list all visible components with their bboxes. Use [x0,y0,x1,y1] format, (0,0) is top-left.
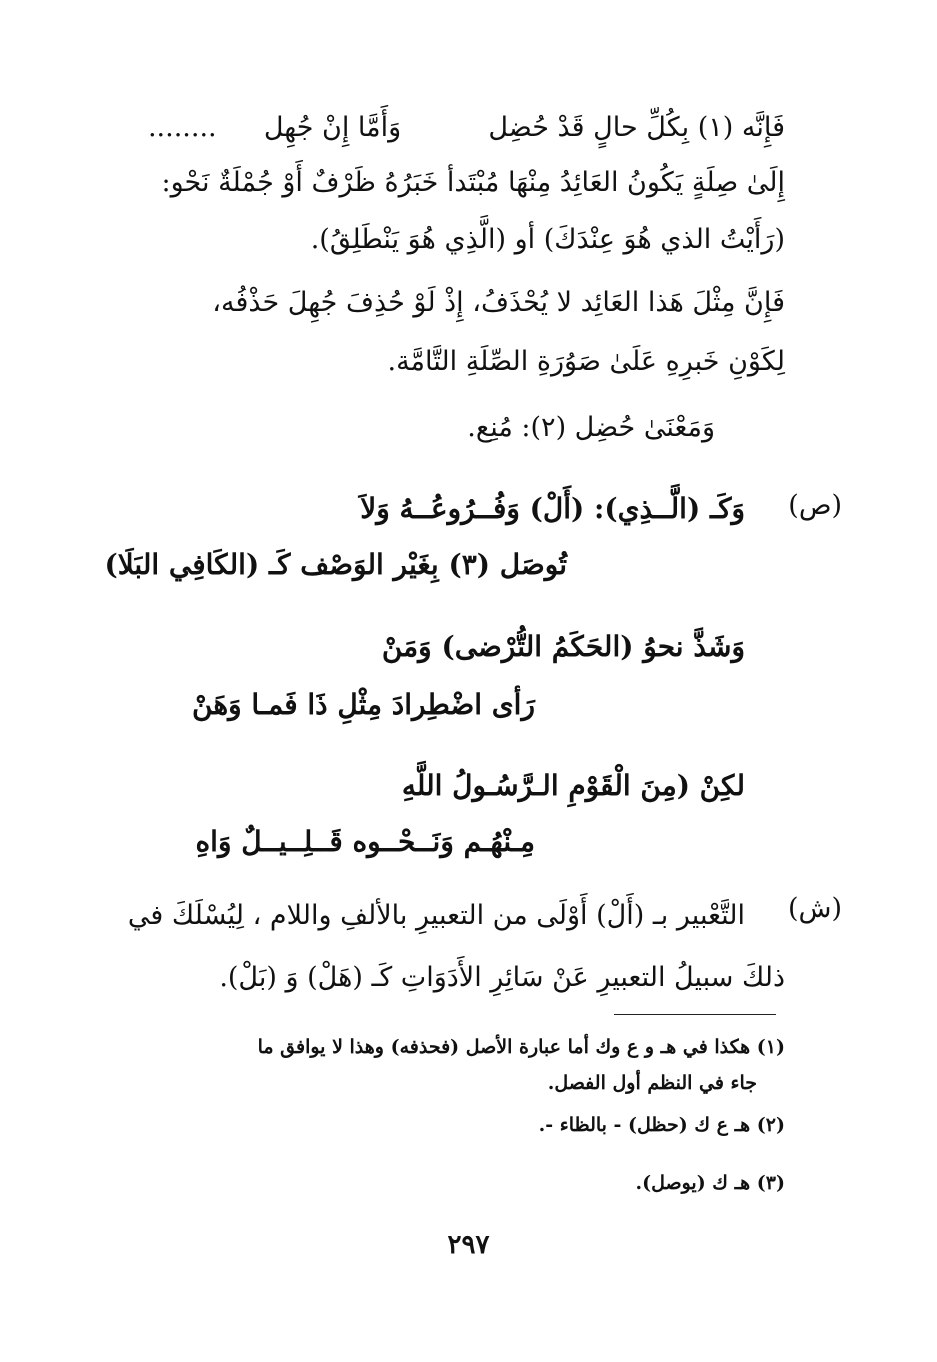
commentary-line: لِكَوْنِ خَبرِهِ عَلَىٰ صَوُرَةِ الصِّلَةِ التَّامَّة. [387,346,785,377]
verse-line: لكِنْ (مِنَ الْقَوْمِ الـرَّسُـولُ اللَّهِ [401,769,745,802]
footnote-line: (٢) هـ ع ك (حظل) - بالظاء -. [538,1114,785,1136]
verse-top-line [148,108,785,148]
verse-line: رَأى اضْطِرادَ مِثْلِ ذَا فَمـا وَهَنْ [192,688,535,721]
commentary-line: (رَأَيْتُ الذي هُوَ عِنْدَكَ) أو (الَّذِي هُوَ يَنْطَلِقُ). [310,224,785,255]
footnote-line: (٣) هـ ك (يوصل). [635,1172,785,1194]
verse-line: مِـنْهُـم وَنَــحْــوه قَــلِــيــلٌ وَاهِ [195,825,535,858]
footnote-line: (١) هكذا في هـ و ع وك أما عبارة الأصل (فحذفه) وهذا لا يوافق ما [257,1036,785,1058]
shin-line: التَّعْبير بـ (أَلْ) أَوْلَى من التعبيرِ بالألفِ واللام ، لِيُسْلَكَ في [127,900,745,931]
sad-marker: (ص) [788,490,842,521]
verse-line: تُوصَل (٣) بِغَيْر الوَصْف كَـ (الكَافِي البَلَا) [104,548,567,581]
footnote-separator [614,1014,776,1015]
verse-top-second-half: فَإِنَّه (١) بِكُلِّ حالٍ قَدْ حُضِل [488,112,785,143]
footnote-line: جاء في النظم أول الفصل. [547,1072,757,1094]
commentary-line: إِلَىٰ صِلَةٍ يَكُونُ العَائِدُ مِنْهَا مُبْتَدأ خَبَرُهُ ظَرْفٌ أَوْ جُمْلَةٌ نَحْو: [161,167,785,198]
shin-marker: (ش) [787,893,842,924]
page-number: ٢٩٧ [447,1230,490,1260]
verse-top-dots: ........ [147,112,217,143]
verse-line: وَكَـ (الَّــذِي): (أَلْ) وَفُــرُوعُــهُ وَلاَ [360,492,745,525]
shin-line: ذلكَ سبيلُ التعبيرِ عَنْ سَائِرِ الأَدَوَاتِ كَـ (هَلْ) وَ (بَلْ). [219,962,785,993]
commentary-line: وَمَعْنَىٰ حُضِل (٢): مُنِع. [467,412,715,443]
commentary-line: فَإِنَّ مِثْلَ هَذا العَائِد لا يُحْذَفُ، إِذْ لَوْ حُذِفَ جُهِلَ حَذْفُه، [212,287,785,318]
verse-top-first-half: وَأَمَّا إِنْ جُهِل [263,112,402,143]
verse-line: وَشَذَّ نحوُ (الحَكَمُ التُّرْضى) وَمَنْ [381,630,745,663]
